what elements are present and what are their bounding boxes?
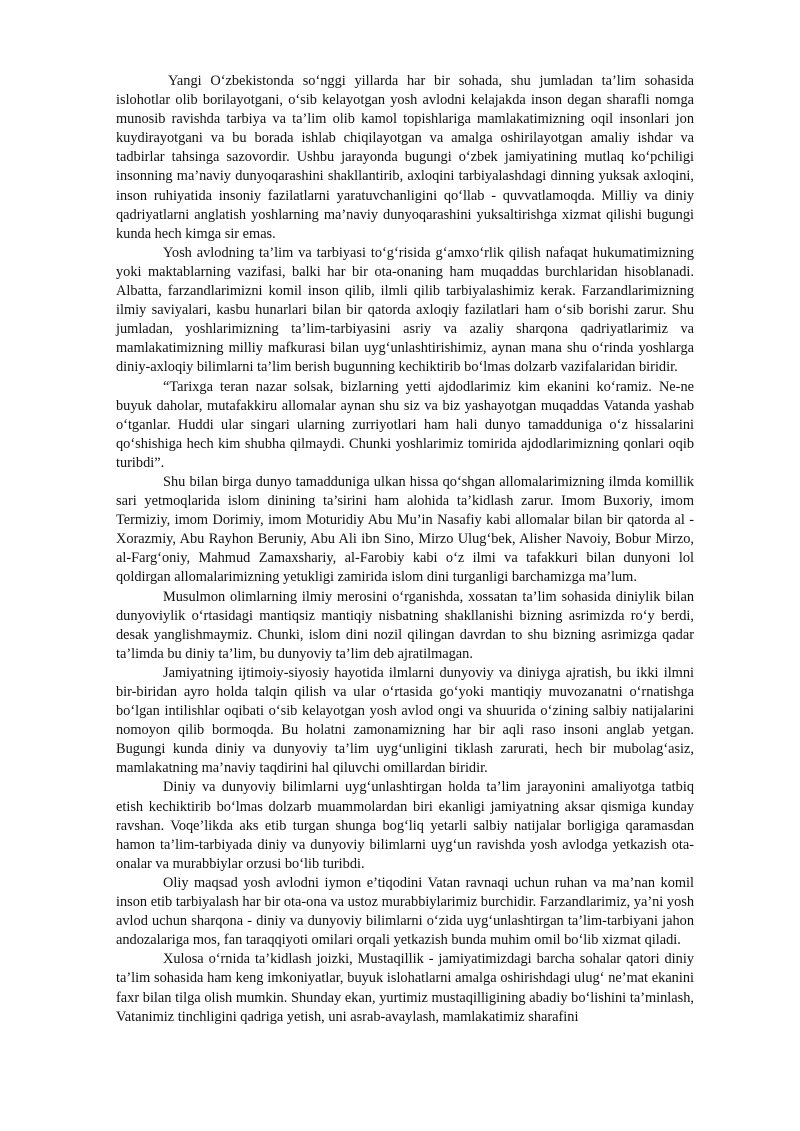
paragraph-2: Yosh avlodning ta’lim va tarbiyasi to‘g‘risida g‘amxo‘rlik qilish nafaqat hukumatimizning yoki maktablarning vazifasi, balki har bir ota-onaning ham muqaddas burchlaridan hisoblanadi. Albatta, farzandlarimizni komil inson qilib, ilmli qilib tarbiyalashimiz kerak. Farzandlarimizning ilmiy saviyalari, kasbu hunarlari bilan bir qatorda axloqiy fazilatlari ham o‘sib borishi zarur. Shu jumladan, yoshlarimizning ta’lim-tarbiyasini asriy va azaliy sharqona qadriyatlarimiz va mamlakatimizning milliy mafkurasi bilan uyg‘unlashtirishimiz, aynan mana shu o‘rinda yoshlarga diniy-axloqiy bilimlarni ta’lim berish bugunning kechiktirib bo‘lmas dolzarb vazifalaridan biridir. [116,244,694,376]
document-page [116,72,694,1027]
paragraph-5: Musulmon olimlarning ilmiy merosini o‘rganishda, xossatan ta’lim sohasida diniylik bilan dunyoviylik o‘rtasidagi mantiqsiz mantiqiy nisbatning shakllanishi bizning asrimizda ro‘y berdi, desak yanglishmaymiz. Chunki, islom dini nozil qilingan davrdan to shu bizning asrimizga qadar ta’limda bu diniy ta’lim, bu dunyoviy ta’lim deb ajratilmagan. [116,588,694,662]
paragraph-1: Yangi O‘zbekistonda so‘nggi yillarda har bir sohada, shu jumladan ta’lim sohasida islohotlar olib borilayotgani, o‘sib kelayotgan yosh avlodni kelajakda inson degan sharafli nomga munosib ravishda tarbiya va ta’lim olib kamol topishlariga mamlakatimizning oqil insonlari jon kuydirayotgani va bu borada ishlab chiqilayotgan va amalga oshirilayotgan amaliy ishdar va tadbirlar tahsinga sazovordir. Ushbu jarayonda bugungi o‘zbek jamiyatining mutlaq ko‘pchiligi insonning ma’naviy dunyoqarashini shakllantirib, axloqini tarbiyalashdagi dinning yuksak axloqini, inson ruhiyatida insoniy fazilatlarni yaratuvchanligini qo‘llab - quvvatlamoqda. Milliy va diniy qadriyatlarni anglatish yoshlarning ma’naviy dunyoqarashini yuksaltirishga xizmat qilishi bugungi kunda hech kimga sir emas. [116,73,694,242]
paragraph-4: Shu bilan birga dunyo tamadduniga ulkan hissa qo‘shgan allomalarimizning ilmda komillik sari yetmoqlarida islom dinining ta’sirini ham alohida ta’kidlash zarur. Imom Buxoriy, imom Termiziy, imom Dorimiy, imom Moturidiy Abu Mu’in Nasafiy kabi allomalar bilan bir qatorda al -Xorazmiy, Abu Rayhon Beruniy, Abu Ali ibn Sino, Mirzo Ulug‘bek, Alisher Navoiy, Bobur Mirzo, al-Farg‘oniy, Mahmud Zamaxshariy, al-Farobiy kabi o‘z ilmi va tafakkuri bilan dunyoni lol qoldirgan allomalarimizning yetukligi zamirida islom dini turganligi barchamizga ma’lum. [116,473,694,586]
paragraph-6: Jamiyatning ijtimoiy-siyosiy hayotida ilmlarni dunyoviy va diniyga ajratish, bu ikki ilmni bir-biridan ayro holda talqin qilish va ular o‘rtasida go‘yoki mantiqiy muvozanatni o‘rnatishga bo‘lgan intilishlar oqibati o‘sib kelayotgan yosh avlod ongi va shuurida o‘zining salbiy natijalarini nomoyon qilib bormoqda. Bu holatni zamonamizning har bir aqli raso insoni anglab yetgan. Bugungi kunda diniy va dunyoviy ta’lim uyg‘unligini tiklash zarurati, hech bir mubolag‘asiz, mamlakatning ma’naviy taqdirini hal qiluvchi omillardan biridir. [116,664,694,777]
paragraph-7: Diniy va dunyoviy bilimlarni uyg‘unlashtirgan holda ta’lim jarayonini amaliyotga tatbiq etish kechiktirib bo‘lmas dolzarb muammolardan biri ekanligi jamiyatning aksar qismiga kunday ravshan. Voqe’likda aks etib turgan shunga bog‘liq yetarli salbiy natijalar borligiga qaramasdan hamon ta’lim-tarbiyada diniy va dunyoviy bilimlarni uyg‘un ravishda yosh avlodga yetkazish ota-onalar va murabbiylar orzusi bo‘lib turibdi. [116,779,694,872]
paragraph-8: Oliy maqsad yosh avlodni iymon e’tiqodini Vatan ravnaqi uchun ruhan va ma’nan komil inson etib tarbiyalash har bir ota-ona va ustoz murabbiylarimiz burchidir. Farzandlarimiz, ya’ni yosh avlod uchun sharqona - diniy va dunyoviy bilimlarni o‘zida uyg‘unlashtirgan ta’lim-tarbiyani jahon andozalariga mos, fan taraqqiyoti omilari orqali yetkazish bunda muhim omil bo‘lib xizmat qiladi. [116,874,694,949]
paragraph-9: Xulosa o‘rnida ta’kidlash joizki, Mustaqillik - jamiyatimizdagi barcha sohalar qatori diniy ta’lim sohasida ham keng imkoniyatlar, buyuk islohatlarni amalga oshirishdagi ulug‘ ne’mat ekanini faxr bilan tilga olish mumkin. Shunday ekan, yurtimiz mustaqilligining abadiy bo‘lishini ta’minlash, Vatanimiz tinchligini qadriga yetish, uni asrab-avaylash, mamlakatimiz sharafini [116,951,694,1025]
paragraph-3: “Tarixga teran nazar solsak, bizlarning yetti ajdodlarimiz kim ekanini ko‘ramiz. Ne-ne buyuk daholar, mutafakkiru allomalar aynan shu siz va biz yashayotgan muqaddas Vatanda yashab o‘tganlar. Huddi ular singari ularning zurriyotlari ham hali dunyo tamadduniga o‘z hissalarini qo‘shishiga hech kim shubha qilmaydi. Chunki yoshlarimiz tomirida ajdodlarimizning qonlari oqib turibdi”. [116,378,694,471]
